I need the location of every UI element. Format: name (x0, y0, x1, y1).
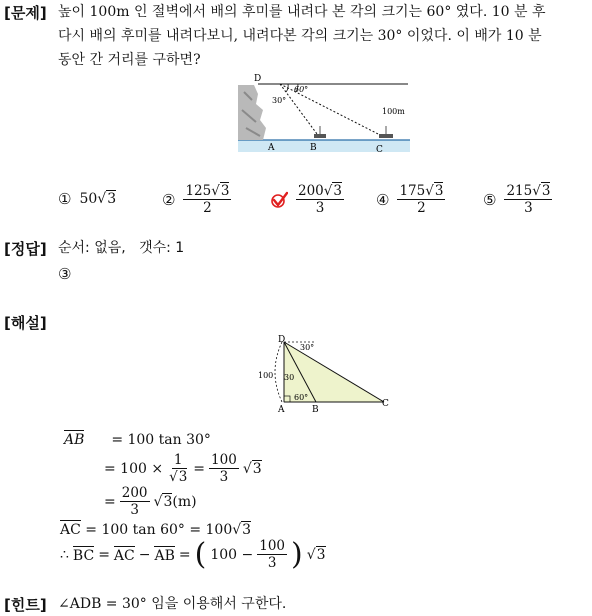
choice-2[interactable] (162, 183, 231, 216)
answer-count-label: 갯수: 1 (139, 240, 185, 256)
question-line-2: 다시 배의 후미를 내려다보니, 내려다본 각의 크기는 30° 이었다. 이 배가 10 분 (58, 28, 542, 44)
math-line-3: = $\frac{200}{3}$ √3(m) (104, 485, 197, 518)
choice-2-value: $\frac{125√3}{2}$ (185, 183, 230, 216)
choice-1-value: 50√3 (79, 191, 117, 207)
math-line-4: AC = 100 tan 60° = 100√3 (60, 522, 252, 538)
question-text (58, 0, 588, 72)
tri-label-30-inner: 30 (284, 373, 295, 382)
math-line-1-rhs: = 100 tan 30° (111, 432, 211, 448)
question-line-3: 동안 간 거리를 구하면? (58, 52, 201, 68)
choice-3-value: $\frac{200√3}{3}$ (298, 183, 342, 216)
choice-4-number: ④ (376, 190, 390, 209)
tri-label-c: C (382, 399, 389, 409)
choice-3[interactable] (270, 183, 344, 216)
height-brace (275, 342, 282, 402)
explanation-tag: [해설] (4, 314, 47, 332)
hint-tag: [힌트] (4, 596, 47, 614)
tri-label-30-top: 30° (300, 343, 315, 352)
choice-4[interactable] (376, 183, 445, 216)
segment-ac: AC (60, 522, 81, 538)
label-30-deg: 30° (272, 96, 287, 105)
ship-c (379, 134, 393, 138)
choice-5[interactable] (483, 183, 552, 216)
label-d: D (254, 74, 262, 84)
ship-b (314, 134, 326, 138)
question-line-1: 높이 100m 인 절벽에서 배의 후미를 내려다 본 각의 크기는 60° 였다. 10 분 후 (58, 4, 546, 20)
cliff-ship-figure (236, 70, 412, 158)
label-height: 100m (382, 107, 405, 116)
choice-5-number: ⑤ (483, 190, 497, 209)
tri-label-d: D (278, 335, 286, 345)
tri-label-height: 100 (258, 371, 274, 380)
label-a: A (268, 143, 275, 153)
tri-label-60: 60° (294, 393, 309, 402)
choice-5-value: $\frac{215√3}{3}$ (506, 183, 551, 216)
answer-order (58, 236, 184, 260)
sea-water (238, 140, 410, 152)
triangle-figure (254, 334, 394, 416)
question-tag: [문제] (4, 4, 47, 22)
check-mark-icon (270, 191, 288, 209)
label-b: B (310, 143, 317, 153)
segment-ab: AB (64, 432, 85, 448)
math-line-1 (64, 432, 211, 448)
answer-tag: [정답] (4, 240, 47, 258)
math-line-2: = 100 × $\frac{1}{√3}$ = $\frac{100}{3}$ √3 (104, 452, 262, 485)
tri-label-b: B (312, 405, 319, 415)
label-60-deg: 60° (294, 85, 309, 94)
choice-2-number: ② (162, 190, 176, 209)
answer-value: ③ (58, 265, 72, 283)
choice-1[interactable] (58, 190, 116, 208)
math-line-5: ∴ BC = AC − AB = ( 100 − $\frac{100}{3}$ ) √3 (60, 536, 326, 572)
answer-order-label: 순서: 없음, (58, 240, 126, 256)
choice-1-number: ① (58, 190, 72, 208)
hint-text: ∠ADB = 30° 임을 이용해서 구한다. (58, 596, 287, 612)
tri-label-a: A (278, 405, 285, 415)
choice-4-value: $\frac{175√3}{2}$ (399, 183, 444, 216)
label-c: C (376, 145, 383, 155)
